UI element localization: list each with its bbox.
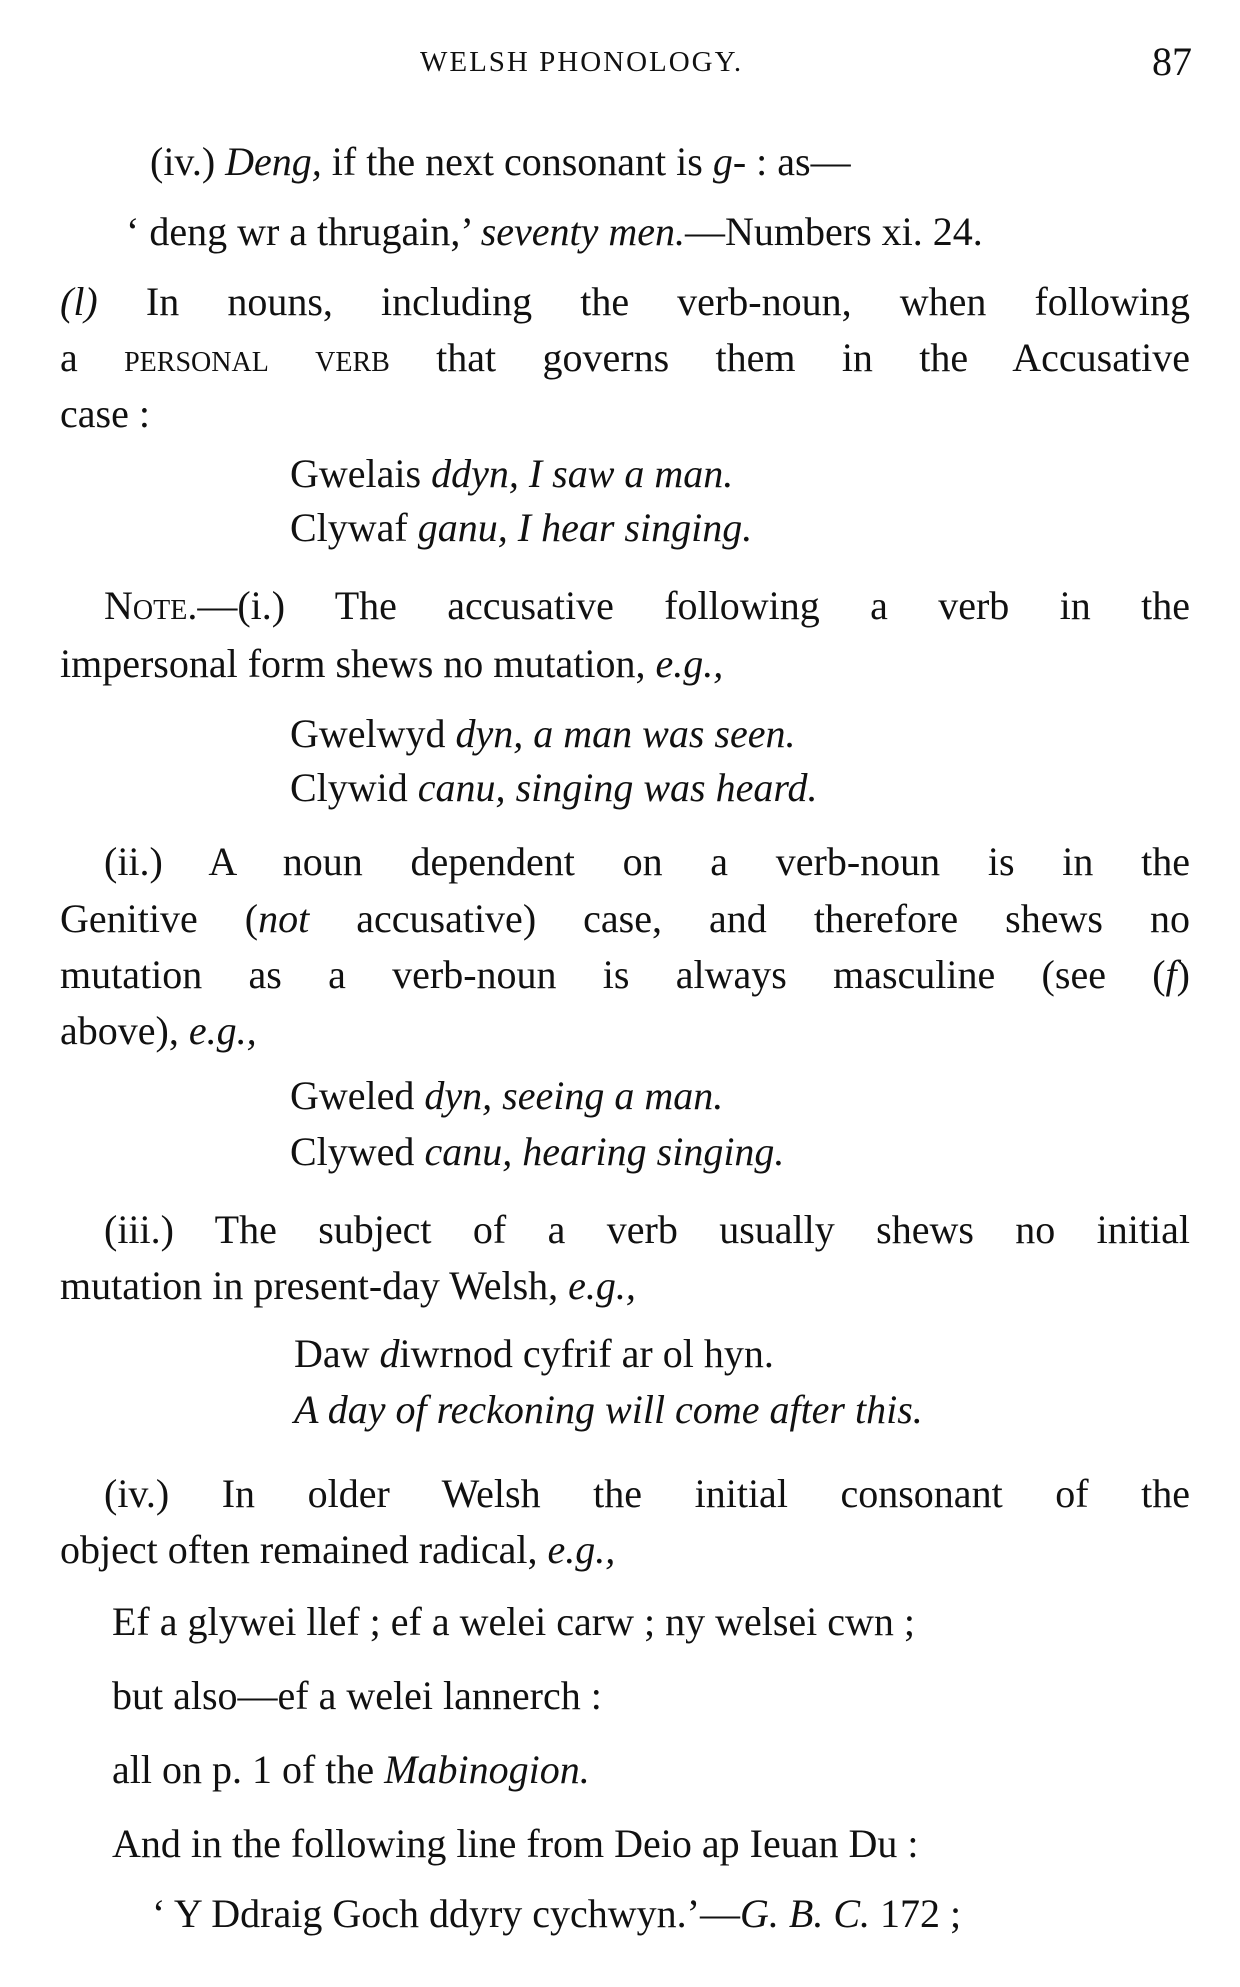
note-iv-line-2: object often remained radical, e.g., bbox=[60, 1527, 616, 1572]
note-iv-example-line: Ef a glywei llef ; ef a welei carw ; ny welsei cwn ; bbox=[112, 1599, 916, 1644]
section-l-line-1: (l) In nouns, including the verb-noun, when following bbox=[60, 279, 1190, 324]
running-title: WELSH PHONOLOGY. bbox=[420, 46, 744, 78]
deng-rule-line: (iv.) Deng, if the next consonant is g- : as— bbox=[150, 139, 851, 184]
section-l-example-2: Clywaf ganu, I hear singing. bbox=[290, 505, 753, 550]
page-number: 87 bbox=[1152, 39, 1192, 84]
note-ii-line-3: mutation as a verb-noun is always masculine (see (f) bbox=[60, 952, 1190, 997]
note-i-example-1: Gwelwyd dyn, a man was seen. bbox=[290, 711, 796, 756]
note-iii-line-1: (iii.) The subject of a verb usually shews no initial bbox=[104, 1207, 1190, 1252]
section-l-line-2: a personal verb that governs them in the Accusative bbox=[60, 335, 1190, 380]
note-ii-line-4: above), e.g., bbox=[60, 1008, 257, 1053]
note-i-line-1: Note.—(i.) The accusative following a verb in the bbox=[104, 583, 1190, 628]
note-iv-line-1: (iv.) In older Welsh the initial consonant of the bbox=[104, 1471, 1190, 1516]
note-iv-quote-line: ‘ Y Ddraig Goch ddyry cychwyn.’—G. B. C. 172 ; bbox=[152, 1891, 962, 1936]
deng-example-line: ‘ deng wr a thrugain,’ seventy men.—Numbers xi. 24. bbox=[126, 209, 983, 254]
note-i-example-2: Clywid canu, singing was heard. bbox=[290, 765, 818, 810]
note-iv-deio-line: And in the following line from Deio ap Ieuan Du : bbox=[112, 1821, 919, 1866]
note-i-line-2: impersonal form shews no mutation, e.g., bbox=[60, 641, 724, 686]
note-iii-example-2: A day of reckoning will come after this. bbox=[294, 1387, 923, 1432]
note-iv-mabinogion-line: all on p. 1 of the Mabinogion. bbox=[112, 1747, 590, 1792]
note-ii-example-2: Clywed canu, hearing singing. bbox=[290, 1129, 785, 1174]
note-ii-example-1: Gweled dyn, seeing a man. bbox=[290, 1073, 724, 1118]
note-ii-line-1: (ii.) A noun dependent on a verb-noun is in the bbox=[104, 839, 1190, 884]
note-iii-example-1: Daw diwrnod cyfrif ar ol hyn. bbox=[294, 1331, 774, 1376]
note-iii-line-2: mutation in present-day Welsh, e.g., bbox=[60, 1263, 636, 1308]
note-ii-line-2: Genitive (not accusative) case, and therefore shews no bbox=[60, 896, 1190, 941]
note-iv-but-also: but also—ef a welei lannerch : bbox=[112, 1673, 602, 1718]
page-header bbox=[0, 38, 1240, 98]
section-l-line-3: case : bbox=[60, 391, 150, 436]
section-l-example-1: Gwelais ddyn, I saw a man. bbox=[290, 451, 734, 496]
